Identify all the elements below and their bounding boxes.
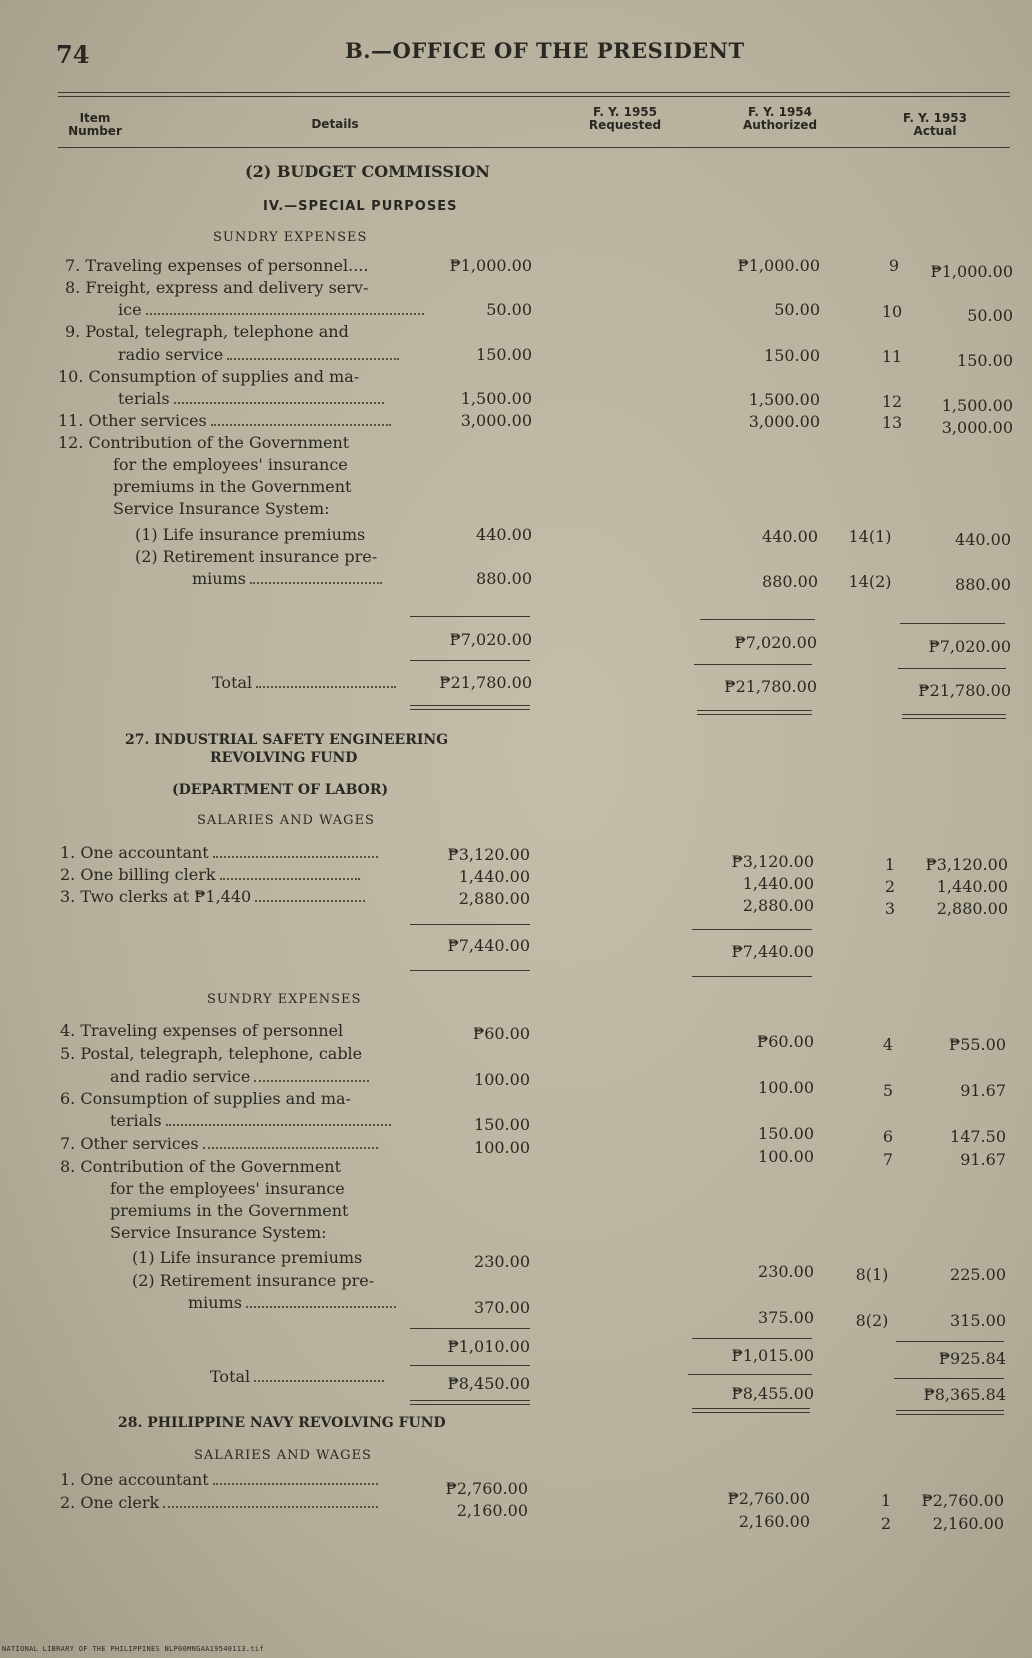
line-item-label: for the employees' insurance	[113, 455, 348, 474]
revolving-fund-title: REVOLVING FUND	[210, 750, 358, 766]
authorized-value: ₱3,120.00	[731, 852, 814, 871]
requested-value: 1,500.00	[460, 389, 532, 408]
subtotal-requested: ₱7,020.00	[449, 630, 532, 649]
line-item-label: ice	[118, 300, 424, 319]
line-item-label: 7. Traveling expenses of personnel....	[65, 256, 369, 275]
sum-rule	[410, 660, 530, 661]
actual-value: 440.00	[955, 530, 1011, 549]
requested-value: 880.00	[476, 569, 532, 588]
header-bottom-rule	[58, 147, 1010, 148]
actual-value: ₱1,000.00	[930, 262, 1013, 281]
line-item-label: 10. Consumption of supplies and ma-	[58, 367, 360, 386]
subtotal-actual: ₱925.84	[938, 1349, 1006, 1368]
special-purposes-heading: IV.—SPECIAL PURPOSES	[263, 199, 458, 214]
authorized-value: 230.00	[758, 1262, 814, 1281]
requested-value: ₱60.00	[472, 1024, 530, 1043]
philippine-navy-title: 28. PHILIPPINE NAVY REVOLVING FUND	[118, 1415, 446, 1431]
sum-rule	[688, 1374, 812, 1375]
line-item-label: (1) Life insurance premiums	[135, 525, 366, 544]
line-item-label: 12. Contribution of the Government	[58, 433, 350, 452]
sum-rule	[410, 616, 530, 617]
authorized-value: ₱1,000.00	[737, 256, 820, 275]
line-item-label: for the employees' insurance	[110, 1179, 345, 1198]
double-rule	[697, 710, 812, 711]
sum-rule	[894, 1378, 1004, 1379]
line-item-label: 4. Traveling expenses of personnel	[60, 1021, 344, 1040]
authorized-value: 3,000.00	[748, 412, 820, 431]
item-number: 9	[888, 256, 900, 275]
subtotal-requested: ₱1,010.00	[447, 1337, 530, 1356]
line-item-label: 6. Consumption of supplies and ma-	[60, 1089, 351, 1108]
requested-value: 440.00	[476, 525, 532, 544]
authorized-value: 2,880.00	[742, 896, 814, 915]
sum-rule	[694, 664, 812, 665]
total-authorized: ₱21,780.00	[724, 677, 817, 696]
item-number: 10	[881, 302, 903, 321]
line-item-label: and radio service	[110, 1067, 369, 1086]
subtotal-authorized: ₱1,015.00	[731, 1346, 814, 1365]
actual-value: 1,500.00	[941, 396, 1013, 415]
sum-rule	[410, 970, 530, 971]
authorized-value: 1,440.00	[742, 874, 814, 893]
item-number: 14(1)	[848, 527, 892, 546]
item-number: 6	[882, 1127, 894, 1146]
double-rule	[410, 1404, 530, 1405]
double-rule	[692, 1412, 810, 1413]
line-item-label: 8. Freight, express and delivery serv-	[65, 278, 369, 297]
authorized-value: 150.00	[758, 1124, 814, 1143]
line-item-label: premiums in the Government	[110, 1201, 349, 1220]
line-item-label: 8. Contribution of the Government	[60, 1157, 342, 1176]
requested-value: ₱2,760.00	[445, 1479, 528, 1498]
total-requested: ₱21,780.00	[439, 673, 532, 692]
department-of-labor: (DEPARTMENT OF LABOR)	[172, 782, 389, 798]
double-rule	[902, 714, 1006, 715]
requested-value: 1,440.00	[458, 867, 530, 886]
page-number: 74	[56, 40, 90, 69]
requested-value: 150.00	[476, 345, 532, 364]
item-number: 13	[881, 413, 903, 432]
authorized-value: 375.00	[758, 1308, 814, 1327]
item-number: 14(2)	[848, 572, 892, 591]
line-item-label: (2) Retirement insurance pre-	[135, 547, 378, 566]
industrial-safety-title: 27. INDUSTRIAL SAFETY ENGINEERING	[125, 732, 449, 748]
sum-rule	[900, 623, 1005, 624]
col-fy1953: F. Y. 1953 Actual	[902, 111, 967, 138]
actual-value: 315.00	[950, 1311, 1006, 1330]
actual-value: 880.00	[955, 575, 1011, 594]
header-top-rule	[58, 92, 1010, 93]
actual-value: 91.67	[960, 1081, 1006, 1100]
line-item-label: 2. One billing clerk	[60, 865, 360, 884]
actual-value: 3,000.00	[941, 418, 1013, 437]
requested-value: 3,000.00	[460, 411, 532, 430]
subtotal-authorized: ₱7,440.00	[731, 942, 814, 961]
running-head: B.—OFFICE OF THE PRESIDENT	[345, 38, 745, 63]
line-item-label: radio service	[118, 345, 399, 364]
header-top-rule-2	[58, 96, 1010, 97]
line-item-label: 11. Other services	[58, 411, 391, 430]
actual-value: 225.00	[950, 1265, 1006, 1284]
total-label: Total	[212, 673, 396, 692]
requested-value: 50.00	[486, 300, 532, 319]
authorized-value: 50.00	[774, 300, 820, 319]
sum-rule	[410, 1328, 530, 1329]
item-number: 8(2)	[855, 1311, 889, 1330]
total-actual: ₱8,365.84	[923, 1385, 1006, 1404]
actual-value: 2,880.00	[936, 899, 1008, 918]
item-number: 12	[881, 392, 903, 411]
line-item-label: (1) Life insurance premiums	[132, 1248, 363, 1267]
line-item-label: 3. Two clerks at ₱1,440	[60, 887, 365, 906]
double-rule	[410, 709, 530, 710]
total-authorized: ₱8,455.00	[731, 1384, 814, 1403]
actual-value: 1,440.00	[936, 877, 1008, 896]
line-item-label: 7. Other services	[60, 1134, 378, 1153]
line-item-label: 1. One accountant	[60, 1470, 378, 1489]
line-item-label: miums	[192, 569, 382, 588]
double-rule	[902, 718, 1006, 719]
authorized-value: 100.00	[758, 1078, 814, 1097]
line-item-label: premiums in the Government	[113, 477, 352, 496]
line-item-label: (2) Retirement insurance pre-	[132, 1271, 375, 1290]
authorized-value: 1,500.00	[748, 390, 820, 409]
requested-value: ₱3,120.00	[447, 845, 530, 864]
line-item-label: miums	[188, 1293, 396, 1312]
subtotal-authorized: ₱7,020.00	[734, 633, 817, 652]
sum-rule	[692, 929, 812, 930]
line-item-label: Service Insurance System:	[110, 1223, 327, 1242]
requested-value: ₱1,000.00	[449, 256, 532, 275]
authorized-value: 440.00	[762, 527, 818, 546]
item-number: 2	[884, 877, 896, 896]
col-fy1954: F. Y. 1954 Authorized	[742, 105, 818, 132]
requested-value: 230.00	[474, 1252, 530, 1271]
col-fy1955: F. Y. 1955 Requested	[588, 105, 662, 132]
item-number: 1	[880, 1491, 892, 1510]
requested-value: 100.00	[474, 1070, 530, 1089]
line-item-label: 5. Postal, telegraph, telephone, cable	[60, 1044, 363, 1063]
line-item-label: 1. One accountant	[60, 843, 378, 862]
line-item-label: 9. Postal, telegraph, telephone and	[65, 322, 349, 341]
sundry-expenses-heading-2: SUNDRY EXPENSES	[207, 992, 362, 1007]
sum-rule	[700, 619, 815, 620]
sum-rule	[898, 668, 1006, 669]
actual-value: ₱3,120.00	[925, 855, 1008, 874]
double-rule	[410, 1400, 530, 1401]
authorized-value: 880.00	[762, 572, 818, 591]
item-number: 1	[884, 855, 896, 874]
salaries-wages-heading-2: SALARIES AND WAGES	[194, 1448, 372, 1463]
item-number: 8(1)	[855, 1265, 889, 1284]
requested-value: 2,880.00	[458, 889, 530, 908]
authorized-value: 100.00	[758, 1147, 814, 1166]
double-rule	[896, 1410, 1004, 1411]
item-number: 2	[880, 1514, 892, 1533]
requested-value: 100.00	[474, 1138, 530, 1157]
scan-footer: NATIONAL LIBRARY OF THE PHILIPPINES NLP00MNGAA19540113.tif	[2, 1645, 264, 1653]
sum-rule	[410, 1365, 530, 1366]
double-rule	[896, 1414, 1004, 1415]
authorized-value: ₱2,760.00	[727, 1489, 810, 1508]
double-rule	[410, 705, 530, 706]
sum-rule	[692, 1338, 812, 1339]
requested-value: 370.00	[474, 1298, 530, 1317]
total-label: Total	[210, 1367, 384, 1386]
double-rule	[692, 1408, 810, 1409]
line-item-label: terials	[118, 389, 384, 408]
sundry-expenses-heading: SUNDRY EXPENSES	[213, 230, 368, 245]
subtotal-actual: ₱7,020.00	[928, 637, 1011, 656]
item-number: 3	[884, 899, 896, 918]
requested-value: 2,160.00	[456, 1501, 528, 1520]
subtotal-requested: ₱7,440.00	[447, 936, 530, 955]
actual-value: 50.00	[967, 306, 1013, 325]
authorized-value: 150.00	[764, 346, 820, 365]
authorized-value: 2,160.00	[738, 1512, 810, 1531]
sum-rule	[896, 1341, 1004, 1342]
col-item-number: Item Number	[68, 111, 122, 138]
item-number: 7	[882, 1150, 894, 1169]
total-requested: ₱8,450.00	[447, 1374, 530, 1393]
actual-value: ₱2,760.00	[921, 1491, 1004, 1510]
line-item-label: Service Insurance System:	[113, 499, 330, 518]
actual-value: 150.00	[957, 351, 1013, 370]
requested-value: 150.00	[474, 1115, 530, 1134]
actual-value: ₱55.00	[948, 1035, 1006, 1054]
total-actual: ₱21,780.00	[918, 681, 1011, 700]
line-item-label: 2. One clerk	[60, 1493, 378, 1512]
sum-rule	[692, 976, 812, 977]
actual-value: 91.67	[960, 1150, 1006, 1169]
item-number: 11	[881, 347, 903, 366]
actual-value: 2,160.00	[932, 1514, 1004, 1533]
line-item-label: terials	[110, 1111, 391, 1130]
double-rule	[697, 714, 812, 715]
salaries-wages-heading: SALARIES AND WAGES	[197, 813, 375, 828]
sum-rule	[410, 924, 530, 925]
budget-commission-title: (2) BUDGET COMMISSION	[245, 162, 490, 181]
item-number: 4	[882, 1035, 894, 1054]
item-number: 5	[882, 1081, 894, 1100]
actual-value: 147.50	[950, 1127, 1006, 1146]
authorized-value: ₱60.00	[756, 1032, 814, 1051]
col-details: Details	[311, 117, 359, 131]
